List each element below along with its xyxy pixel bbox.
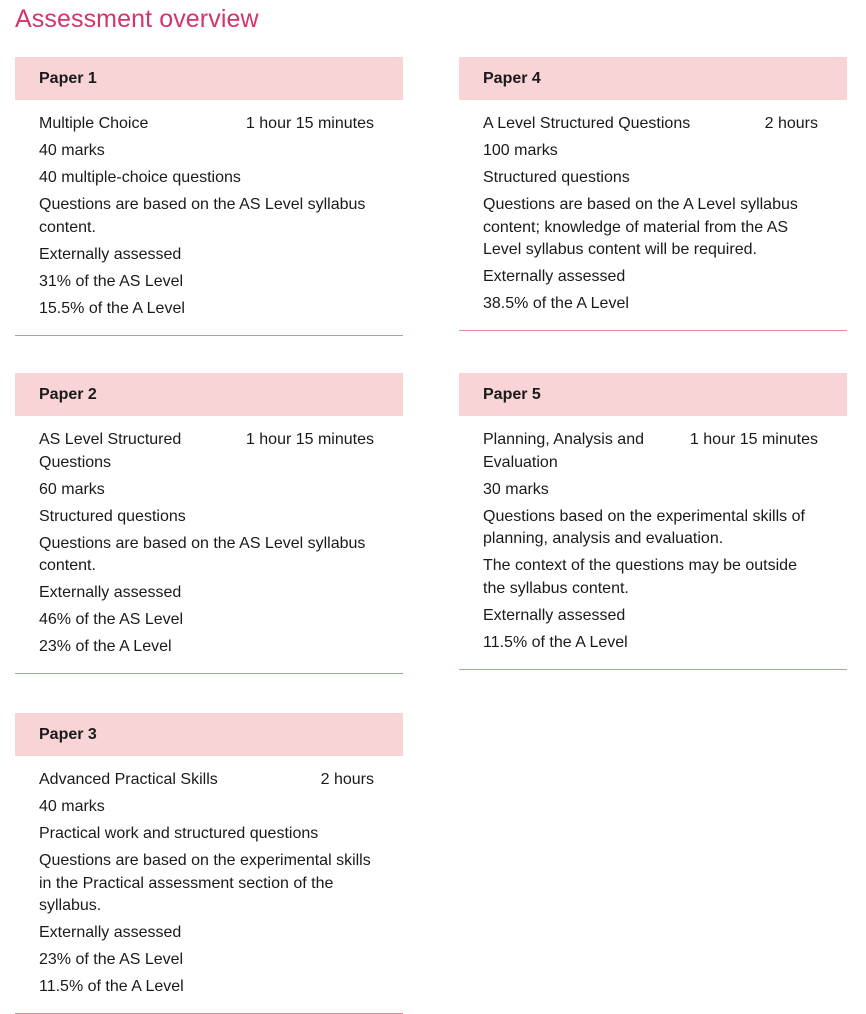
- paper-3-marks: 40 marks: [39, 798, 105, 815]
- paper-1-a-weight: 15.5% of the A Level: [39, 299, 185, 317]
- paper-1-title-row: [39, 113, 374, 136]
- paper-1-duration: 1 hour 15 minutes: [245, 115, 374, 132]
- paper-1-card: [15, 57, 403, 336]
- paper-3-heading: Paper 3: [15, 713, 403, 756]
- paper-4-a-weight: 38.5% of the A Level: [483, 295, 629, 312]
- paper-1-marks: 40 marks: [39, 142, 105, 159]
- paper-5-details: [459, 416, 847, 669]
- paper-4-heading: Paper 4: [459, 57, 847, 100]
- paper-1-details: [15, 100, 403, 335]
- paper-1-assessment: Externally assessed: [39, 245, 182, 263]
- paper-4-duration: 2 hours: [764, 115, 818, 132]
- paper-4-card: [459, 57, 847, 331]
- paper-3-content: Questions are based on the experimental skills in the Practical assessment section of the syllabus.: [39, 852, 371, 914]
- paper-2-assessment: Externally assessed: [39, 584, 182, 601]
- paper-3-format: Practical work and structured questions: [39, 825, 319, 842]
- paper-1-name: Multiple Choice: [39, 115, 149, 132]
- paper-3-title-row: [39, 769, 374, 792]
- paper-4-title-row: [483, 113, 818, 136]
- paper-5-card: [459, 373, 847, 670]
- paper-1-heading: Paper 1: [15, 57, 403, 100]
- paper-5-context: The context of the questions may be outside the syllabus content.: [483, 557, 797, 597]
- paper-5-heading: Paper 5: [459, 373, 847, 416]
- paper-5-a-weight: 11.5% of the A Level: [483, 633, 628, 651]
- paper-4-content: Questions are based on the A Level syllabus content; knowledge of material from the AS Level syllabus content will be required.: [483, 196, 798, 258]
- paper-5-marks: 30 marks: [483, 480, 549, 498]
- paper-4-marks: 100 marks: [483, 142, 558, 159]
- paper-3-a-weight: 11.5% of the A Level: [39, 978, 184, 995]
- paper-3-duration: 2 hours: [320, 771, 374, 788]
- paper-2-marks: 60 marks: [39, 480, 105, 498]
- paper-4-assessment: Externally assessed: [483, 268, 626, 285]
- paper-2-as-weight: 46% of the AS Level: [39, 611, 184, 628]
- paper-5-content: Questions based on the experimental skills of planning, analysis and evaluation.: [483, 507, 805, 547]
- paper-3-as-weight: 23% of the AS Level: [39, 951, 184, 968]
- paper-2-a-weight: 23% of the A Level: [39, 638, 172, 655]
- paper-5-duration: 1 hour 15 minutes: [689, 431, 818, 448]
- paper-2-title-row: [39, 429, 374, 474]
- paper-4-format: Structured questions: [483, 169, 630, 186]
- paper-2-format: Structured questions: [39, 507, 186, 525]
- paper-1-format: 40 multiple-choice questions: [39, 169, 241, 186]
- paper-2-card: [15, 373, 403, 674]
- paper-3-details: [15, 756, 403, 1013]
- paper-2-details: [15, 416, 403, 673]
- paper-3-name: Advanced Practical Skills: [39, 771, 218, 788]
- paper-2-content: Questions are based on the AS Level syllabus content.: [39, 534, 366, 574]
- page-title: Assessment overview: [15, 5, 259, 33]
- paper-2-name: AS Level Structured Questions: [39, 431, 182, 471]
- paper-1-as-weight: 31% of the AS Level: [39, 272, 184, 290]
- paper-4-details: [459, 100, 847, 330]
- paper-5-name: Planning, Analysis and Evaluation: [483, 431, 644, 471]
- paper-5-title-row: [483, 429, 818, 474]
- paper-3-assessment: Externally assessed: [39, 924, 182, 941]
- paper-2-duration: 1 hour 15 minutes: [245, 431, 374, 448]
- paper-2-heading: Paper 2: [15, 373, 403, 416]
- paper-3-card: [15, 713, 403, 1014]
- paper-1-content: Questions are based on the AS Level syllabus content.: [39, 196, 366, 236]
- paper-4-name: A Level Structured Questions: [483, 115, 691, 132]
- paper-5-assessment: Externally assessed: [483, 606, 626, 624]
